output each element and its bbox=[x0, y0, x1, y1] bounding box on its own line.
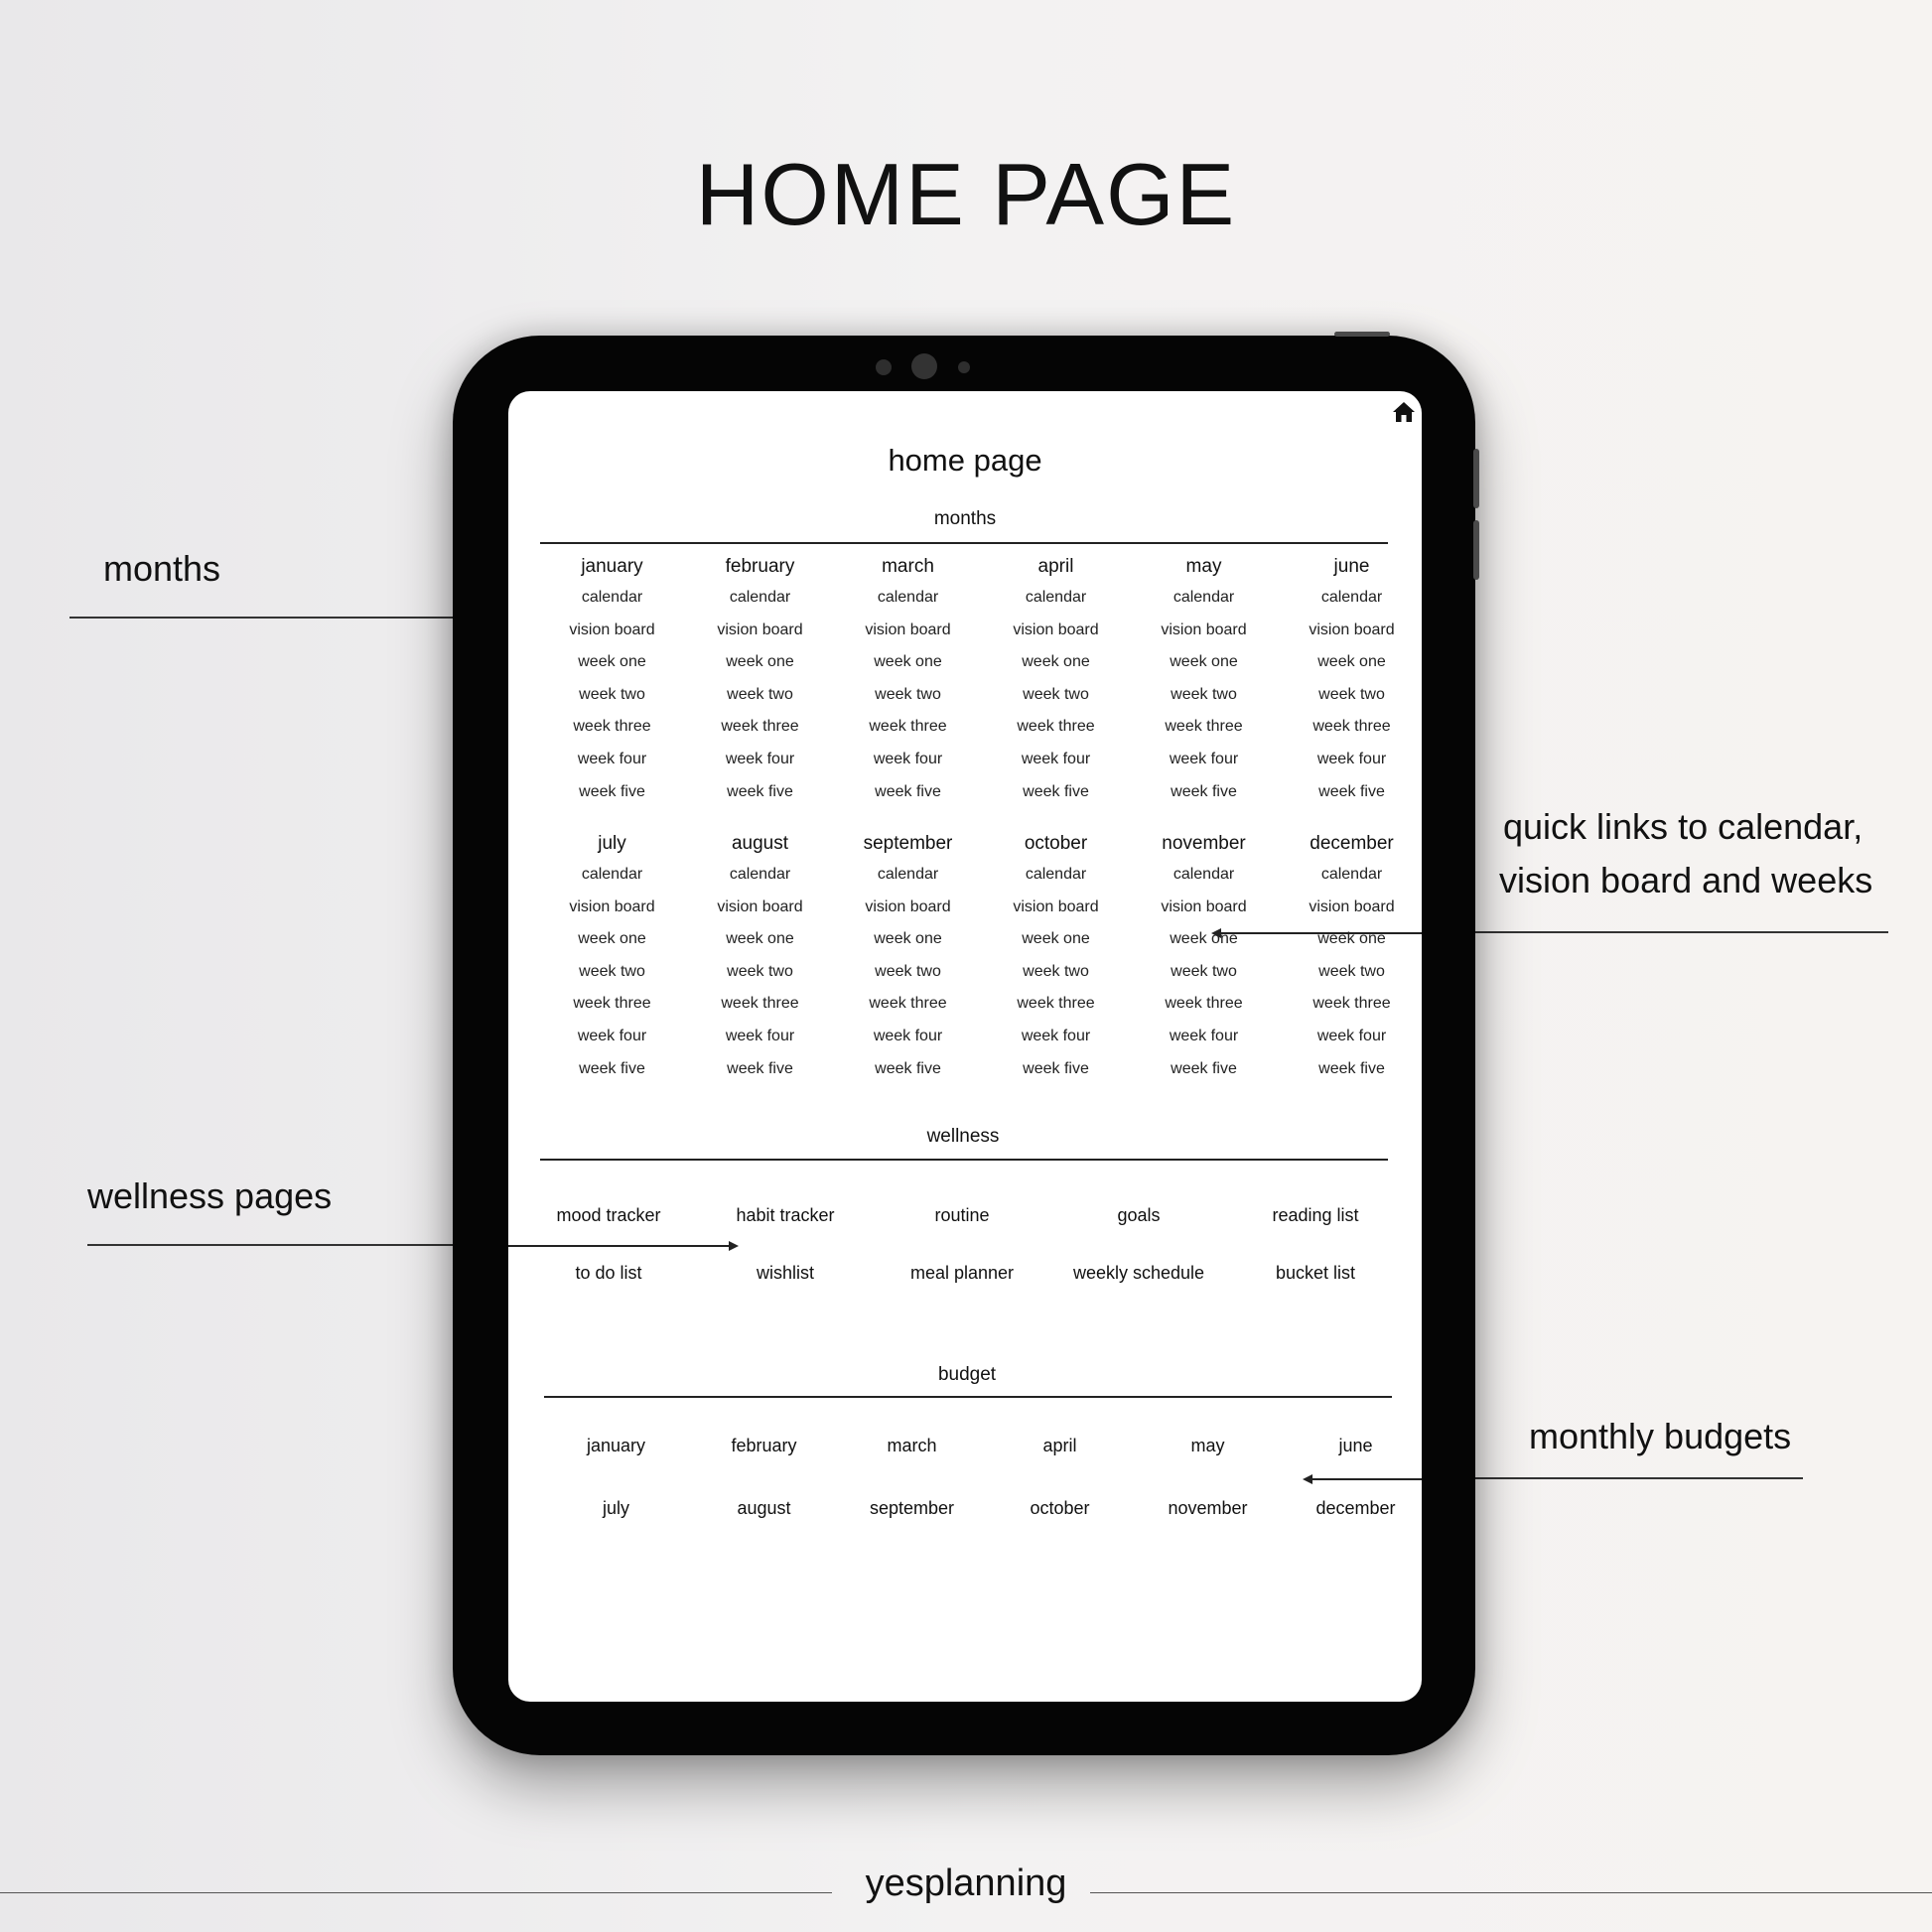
month-sub-link[interactable]: week four bbox=[1169, 1027, 1239, 1044]
budget-month-link[interactable]: july bbox=[602, 1498, 629, 1518]
month-sub-link[interactable]: week two bbox=[579, 962, 645, 980]
quick-links-arrowhead bbox=[1211, 928, 1221, 938]
page-title: HOME PAGE bbox=[695, 145, 1237, 243]
wellness-link[interactable]: reading list bbox=[1272, 1205, 1359, 1225]
month-sub-link[interactable]: vision board bbox=[865, 897, 951, 915]
month-link[interactable]: august bbox=[731, 833, 789, 854]
budget-month-link[interactable]: september bbox=[869, 1498, 955, 1518]
screen-title: home page bbox=[888, 443, 1042, 478]
wellness-link[interactable]: wishlist bbox=[756, 1263, 814, 1283]
wellness-arrow bbox=[508, 1245, 731, 1247]
month-sub-link[interactable]: vision board bbox=[569, 621, 655, 638]
month-sub-link[interactable]: week one bbox=[726, 653, 794, 671]
month-sub-link[interactable]: week five bbox=[1171, 1059, 1237, 1077]
wellness-arrowhead bbox=[729, 1241, 739, 1251]
month-column bbox=[982, 827, 1130, 1085]
month-sub-link[interactable]: week one bbox=[578, 653, 646, 671]
month-sub-link[interactable]: week two bbox=[1023, 962, 1089, 980]
month-sub-link[interactable]: week three bbox=[721, 718, 799, 736]
budgets-arrowhead bbox=[1303, 1474, 1312, 1484]
callout-quick-links-line2: vision board and weeks bbox=[1499, 860, 1873, 900]
month-link[interactable]: november bbox=[1162, 833, 1246, 854]
month-sub-link[interactable]: week four bbox=[873, 750, 943, 767]
month-sub-link[interactable]: week three bbox=[1165, 718, 1243, 736]
month-sub-link[interactable]: week two bbox=[875, 685, 941, 703]
wellness-link[interactable]: to do list bbox=[575, 1263, 642, 1283]
month-sub-link[interactable]: week four bbox=[577, 750, 647, 767]
month-sub-link[interactable]: week two bbox=[1023, 685, 1089, 703]
months-divider bbox=[540, 542, 1388, 544]
sensor-dot-small bbox=[958, 361, 970, 373]
month-link[interactable]: september bbox=[863, 833, 953, 854]
budget-month-link[interactable]: january bbox=[586, 1436, 646, 1455]
month-sub-link[interactable]: week three bbox=[573, 995, 651, 1013]
month-sub-link[interactable]: vision board bbox=[1161, 621, 1247, 638]
wellness-divider bbox=[540, 1159, 1388, 1161]
month-sub-link[interactable]: week four bbox=[725, 1027, 795, 1044]
months-row-first-half bbox=[538, 550, 1422, 808]
home-icon[interactable] bbox=[1392, 401, 1416, 423]
month-link[interactable]: june bbox=[1333, 556, 1370, 577]
wellness-link[interactable]: meal planner bbox=[909, 1263, 1015, 1283]
wellness-link[interactable]: weekly schedule bbox=[1072, 1263, 1205, 1283]
wellness-links bbox=[520, 1201, 1404, 1287]
month-column bbox=[538, 550, 686, 808]
month-sub-link[interactable]: calendar bbox=[581, 866, 643, 883]
month-sub-link[interactable]: week one bbox=[1022, 930, 1090, 948]
tablet-volume-down bbox=[1473, 520, 1479, 580]
month-sub-link[interactable]: calendar bbox=[1173, 589, 1235, 606]
month-sub-link[interactable]: calendar bbox=[1025, 589, 1087, 606]
month-sub-link[interactable]: vision board bbox=[865, 621, 951, 638]
budget-month-link[interactable]: april bbox=[1042, 1436, 1077, 1455]
budget-links bbox=[542, 1431, 1422, 1523]
month-sub-link[interactable]: week three bbox=[1017, 718, 1095, 736]
month-sub-link[interactable]: week three bbox=[573, 718, 651, 736]
budget-section-label: budget bbox=[937, 1364, 997, 1385]
month-link[interactable]: october bbox=[1024, 833, 1088, 854]
budget-month-link[interactable]: november bbox=[1168, 1498, 1248, 1518]
tablet-screen bbox=[508, 391, 1422, 1702]
month-link[interactable]: january bbox=[581, 556, 643, 577]
brand-name: yesplanning bbox=[865, 1863, 1067, 1904]
month-sub-link[interactable]: vision board bbox=[1013, 897, 1099, 915]
month-sub-link[interactable]: calendar bbox=[877, 866, 939, 883]
month-sub-link[interactable]: week five bbox=[1023, 782, 1089, 800]
month-sub-link[interactable]: vision board bbox=[1161, 897, 1247, 915]
month-sub-link[interactable]: vision board bbox=[717, 621, 803, 638]
wellness-link[interactable]: mood tracker bbox=[556, 1205, 661, 1225]
budget-month-link[interactable]: october bbox=[1030, 1498, 1090, 1518]
month-sub-link[interactable]: week four bbox=[1316, 750, 1387, 767]
month-sub-link[interactable]: week one bbox=[726, 930, 794, 948]
month-sub-link[interactable]: week four bbox=[873, 1027, 943, 1044]
month-sub-link[interactable]: calendar bbox=[1025, 866, 1087, 883]
month-sub-link[interactable]: vision board bbox=[1013, 621, 1099, 638]
month-sub-link[interactable]: week one bbox=[874, 653, 942, 671]
month-sub-link[interactable]: calendar bbox=[729, 866, 791, 883]
tablet-volume-up bbox=[1473, 449, 1479, 508]
sensor-dot bbox=[876, 359, 892, 375]
month-sub-link[interactable]: week five bbox=[727, 1059, 793, 1077]
month-sub-link[interactable]: calendar bbox=[1173, 866, 1235, 883]
budget-divider bbox=[544, 1396, 1392, 1398]
month-sub-link[interactable]: week two bbox=[875, 962, 941, 980]
month-sub-link[interactable]: week five bbox=[1318, 1059, 1385, 1077]
month-column bbox=[686, 550, 834, 808]
month-sub-link[interactable]: calendar bbox=[581, 589, 643, 606]
callout-quick-links-line1: quick links to calendar, bbox=[1503, 806, 1863, 847]
month-sub-link[interactable]: week five bbox=[727, 782, 793, 800]
month-column bbox=[686, 827, 834, 1085]
month-sub-link[interactable]: week four bbox=[725, 750, 795, 767]
month-link[interactable]: may bbox=[1185, 556, 1222, 577]
callout-budgets-rule bbox=[1475, 1477, 1803, 1479]
month-sub-link[interactable]: vision board bbox=[569, 897, 655, 915]
month-sub-link[interactable]: week one bbox=[1317, 930, 1386, 948]
callout-months-rule bbox=[69, 617, 455, 619]
month-sub-link[interactable]: calendar bbox=[729, 589, 791, 606]
months-section-label: months bbox=[933, 508, 997, 529]
month-sub-link[interactable]: week four bbox=[577, 1027, 647, 1044]
month-link[interactable]: december bbox=[1310, 833, 1394, 854]
month-sub-link[interactable]: week five bbox=[1171, 782, 1237, 800]
month-sub-link[interactable]: vision board bbox=[1309, 621, 1395, 638]
month-sub-link[interactable]: week one bbox=[1170, 930, 1238, 948]
month-sub-link[interactable]: week five bbox=[875, 1059, 941, 1077]
budget-month-link[interactable]: december bbox=[1315, 1498, 1396, 1518]
month-sub-link[interactable]: week three bbox=[1312, 995, 1391, 1013]
month-column bbox=[982, 550, 1130, 808]
wellness-section-label: wellness bbox=[926, 1126, 1000, 1147]
month-sub-link[interactable]: week five bbox=[875, 782, 941, 800]
month-sub-link[interactable]: week five bbox=[1318, 782, 1385, 800]
camera-lens bbox=[911, 353, 937, 379]
month-sub-link[interactable]: week two bbox=[727, 962, 793, 980]
month-sub-link[interactable]: week three bbox=[721, 995, 799, 1013]
wellness-link[interactable]: goals bbox=[1117, 1205, 1161, 1225]
month-column bbox=[538, 827, 686, 1085]
quick-links-arrow bbox=[1217, 932, 1422, 934]
month-sub-link[interactable]: week two bbox=[1171, 962, 1237, 980]
month-sub-link[interactable]: week four bbox=[1021, 1027, 1091, 1044]
month-sub-link[interactable]: week three bbox=[1017, 995, 1095, 1013]
month-sub-link[interactable]: week three bbox=[1165, 995, 1243, 1013]
month-column bbox=[834, 827, 982, 1085]
month-sub-link[interactable]: week three bbox=[1312, 718, 1391, 736]
month-sub-link[interactable]: week two bbox=[727, 685, 793, 703]
month-sub-link[interactable]: week two bbox=[1318, 685, 1385, 703]
wellness-link[interactable]: bucket list bbox=[1275, 1263, 1356, 1283]
month-sub-link[interactable]: week five bbox=[1023, 1059, 1089, 1077]
budget-month-link[interactable]: june bbox=[1338, 1436, 1373, 1455]
month-sub-link[interactable]: week four bbox=[1316, 1027, 1387, 1044]
month-sub-link[interactable]: week four bbox=[1169, 750, 1239, 767]
budget-month-link[interactable]: august bbox=[737, 1498, 791, 1518]
month-sub-link[interactable]: week two bbox=[1318, 962, 1385, 980]
month-sub-link[interactable]: week three bbox=[869, 995, 947, 1013]
budget-month-link[interactable]: february bbox=[731, 1436, 797, 1455]
month-sub-link[interactable]: week three bbox=[869, 718, 947, 736]
month-link[interactable]: february bbox=[725, 556, 795, 577]
callout-months: months bbox=[103, 548, 221, 589]
month-column bbox=[1130, 827, 1278, 1085]
month-sub-link[interactable]: week four bbox=[1021, 750, 1091, 767]
month-sub-link[interactable]: week one bbox=[1317, 653, 1386, 671]
month-column bbox=[834, 550, 982, 808]
month-column bbox=[1130, 550, 1278, 808]
wellness-link[interactable]: routine bbox=[934, 1205, 990, 1225]
month-sub-link[interactable]: week five bbox=[579, 782, 645, 800]
month-sub-link[interactable]: week one bbox=[1022, 653, 1090, 671]
month-sub-link[interactable]: calendar bbox=[1320, 589, 1383, 606]
month-sub-link[interactable]: week two bbox=[579, 685, 645, 703]
callout-wellness-rule bbox=[87, 1244, 455, 1246]
month-sub-link[interactable]: vision board bbox=[1309, 897, 1395, 915]
wellness-link[interactable]: habit tracker bbox=[736, 1205, 835, 1225]
month-link[interactable]: july bbox=[598, 833, 626, 854]
month-sub-link[interactable]: week one bbox=[1170, 653, 1238, 671]
months-row-second-half bbox=[538, 827, 1422, 1085]
callout-wellness: wellness pages bbox=[87, 1175, 333, 1216]
month-sub-link[interactable]: vision board bbox=[717, 897, 803, 915]
month-column bbox=[1278, 550, 1422, 808]
month-link[interactable]: april bbox=[1037, 556, 1074, 577]
month-sub-link[interactable]: week two bbox=[1171, 685, 1237, 703]
month-column bbox=[1278, 827, 1422, 1085]
callout-quick-links-rule bbox=[1475, 931, 1888, 933]
month-sub-link[interactable]: calendar bbox=[1320, 866, 1383, 883]
budget-month-link[interactable]: may bbox=[1190, 1436, 1225, 1455]
budget-month-link[interactable]: march bbox=[887, 1436, 937, 1455]
callout-budgets: monthly budgets bbox=[1529, 1416, 1792, 1456]
month-sub-link[interactable]: week one bbox=[578, 930, 646, 948]
tablet-top-button bbox=[1334, 332, 1390, 337]
month-sub-link[interactable]: week five bbox=[579, 1059, 645, 1077]
budgets-arrow bbox=[1309, 1478, 1422, 1480]
month-link[interactable]: march bbox=[882, 556, 934, 577]
month-sub-link[interactable]: week one bbox=[874, 930, 942, 948]
month-sub-link[interactable]: calendar bbox=[877, 589, 939, 606]
